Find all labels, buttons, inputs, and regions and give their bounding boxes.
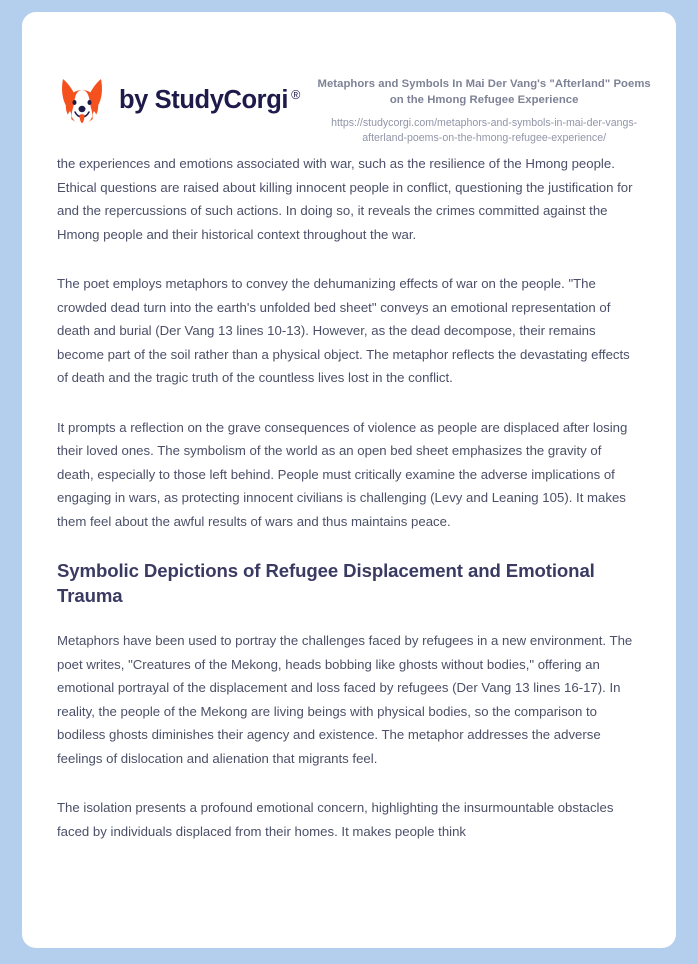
brand-wordmark: [119, 88, 300, 114]
registered-trademark-icon: ®: [291, 88, 301, 103]
brand-name-label: by StudyCorgi: [119, 86, 289, 115]
section-heading: Symbolic Depictions of Refugee Displacement and Emotional Trauma: [57, 560, 595, 606]
paragraph: It prompts a reflection on the grave consequences of violence as people are displaced after losing their loved ones. The symbolism of the world as an open bed sheet emphasizes the gravity of death, especially to those left behind. People must critically examine the adverse implications of engaging in wars, as protecting innocent civilians is challenging (Levy and Leaning 105). It makes them feel about the awful results of wars and thus maintains peace.: [57, 419, 628, 529]
document-page-card: [22, 12, 676, 948]
document-meta: [300, 59, 652, 146]
paragraph: The poet employs metaphors to convey the dehumanizing effects of war on the people. "The crowded dead turn into the earth's unfolded bed sheet" conveys an emotional representation of death and burial (Der Vang 13 lines 10-13). However, as the dead decompose, their remains become part of the soil rather than a physical object. The metaphor reflects the devastating effects of death and the tragic truth of the countless lives lost in the conflict.: [57, 276, 630, 385]
corgi-face-icon: [57, 75, 107, 127]
document-title: Metaphors and Symbols In Mai Der Vang's "Afterland" Poems on the Hmong Refugee Experience: [317, 78, 651, 107]
document-url[interactable]: https://studycorgi.com/metaphors-and-symbols-in-mai-der-vangs-afterland-poems-on-the-hmong-refugee-experience/: [331, 116, 638, 144]
paragraph: The isolation presents a profound emotional concern, highlighting the insurmountable obstacles faced by individuals displaced from their homes. It makes people think: [57, 800, 614, 839]
document-body: [22, 152, 676, 843]
paragraph: the experiences and emotions associated with war, such as the resilience of the Hmong people. Ethical questions are raised about killing innocent people in conflict, questioning the justification for and the repercussions of such actions. In doing so, it reveals the crimes committed against the Hmong people and their historical context throughout the war.: [57, 156, 633, 242]
brand-logo[interactable]: [57, 75, 300, 127]
paragraph: Metaphors have been used to portray the challenges faced by refugees in a new environment. The poet writes, "Creatures of the Mekong, heads bobbing like ghosts without bodies," offering an emotional portrayal of the displacement and loss faced by refugees (Der Vang 13 lines 16-17). In reality, the people of the Mekong are living beings with physical bodies, so the comparison to bodiless ghosts diminishes their agency and existence. The metaphor addresses the adverse feelings of dislocation and alienation that migrants feel.: [57, 633, 633, 766]
document-header: [22, 12, 676, 152]
